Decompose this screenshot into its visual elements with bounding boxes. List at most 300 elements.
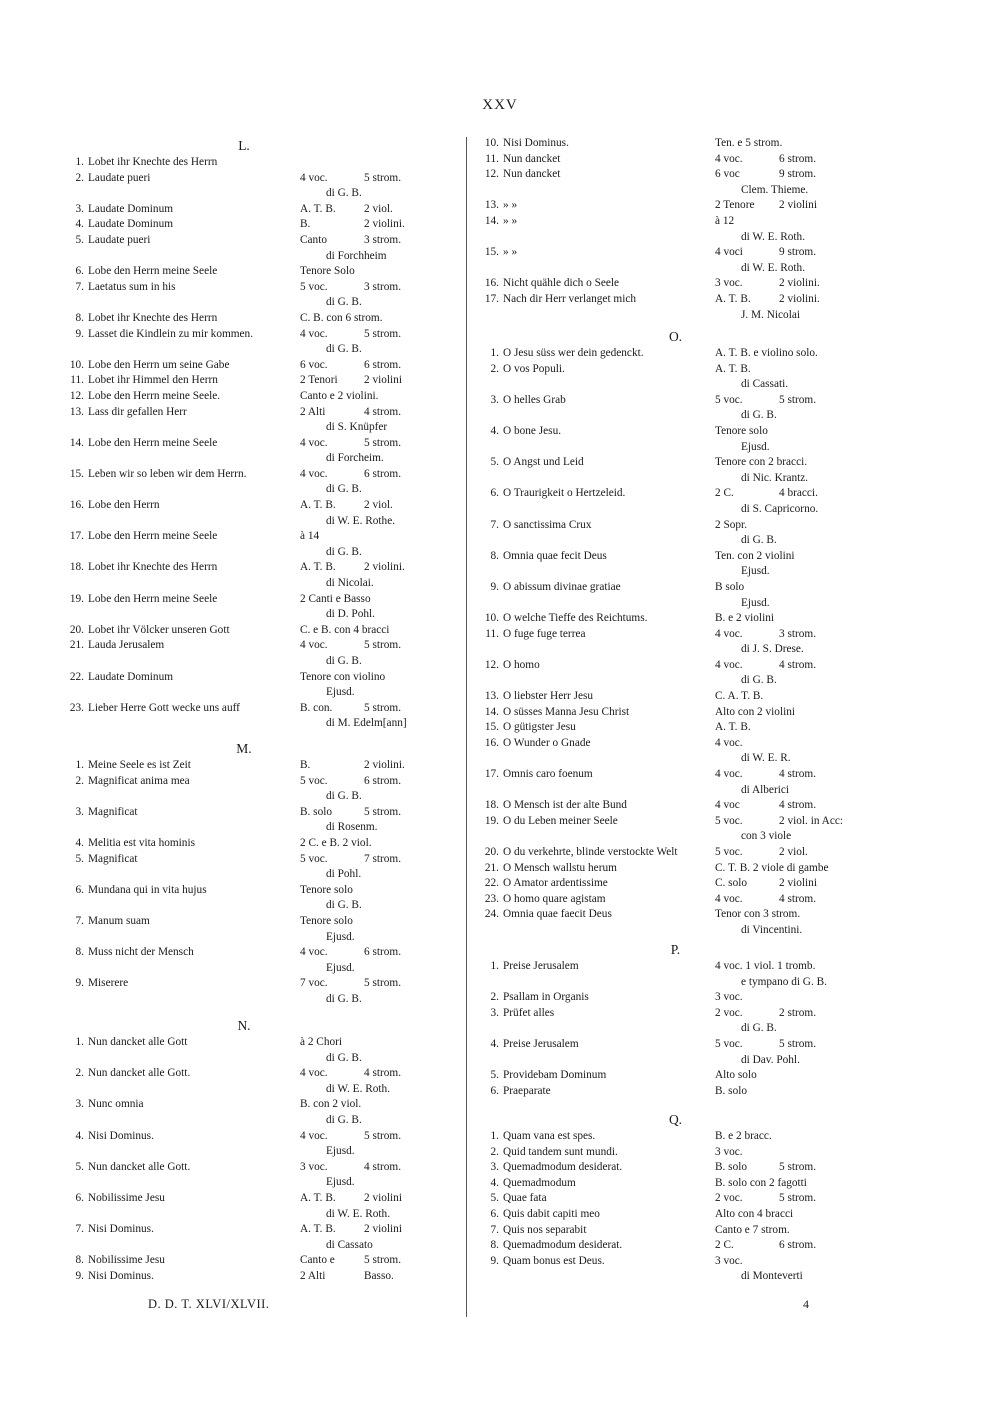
index-section [58, 138, 430, 732]
entry-number: 8. [75, 1254, 84, 1267]
entry-number: 9. [490, 1254, 499, 1267]
index-entry [473, 580, 878, 611]
entry-title: Mundana qui in vita hujus [88, 883, 207, 896]
entry-voices: Canto e [300, 1254, 335, 1267]
entry-title: Lieber Herre Gott wecke uns auff [88, 701, 240, 714]
entry-title: Preise Jerusalem [503, 960, 579, 972]
entry-scoring: 2 violini. [364, 218, 405, 231]
entry-number: 6. [75, 265, 84, 278]
index-entry [473, 814, 878, 845]
entry-number: 5. [75, 852, 84, 865]
index-entry [58, 1160, 430, 1191]
index-entry [58, 327, 430, 358]
index-entry [58, 467, 430, 498]
entry-voices: B solo [715, 580, 745, 593]
entry-title: Nun dancket [503, 152, 561, 165]
entry-voices: 7 voc. [300, 977, 328, 990]
index-entry [473, 798, 878, 814]
index-entry [58, 389, 430, 405]
entry-number: 13. [69, 405, 84, 418]
entry-number: 20. [69, 623, 84, 636]
index-entry [58, 311, 430, 327]
entry-composer: di W. E. Roth. [326, 1207, 391, 1220]
entry-title: Nach dir Herr verlanget mich [503, 292, 636, 305]
entry-number: 8. [75, 311, 84, 324]
entry-voices: à 12 [715, 214, 735, 227]
entry-number: 5. [75, 1160, 84, 1173]
entry-composer: Ejusd. [741, 596, 770, 609]
entry-number: 1. [75, 759, 84, 771]
index-entry [58, 171, 430, 202]
entry-composer: Ejusd. [326, 1176, 355, 1189]
entry-scoring: 5 strom. [364, 1254, 402, 1267]
entry-scoring: 2 violini [364, 1191, 402, 1204]
entry-number: 6. [490, 1084, 499, 1097]
entry-number: 2. [490, 991, 499, 1004]
index-entry [473, 1037, 878, 1068]
entry-voices: 4 voc. [300, 467, 328, 480]
entry-scoring: 4 strom. [364, 1067, 402, 1080]
entry-voices: Tenore con 2 bracci. [715, 456, 808, 469]
entry-composer: di Vincentini. [741, 923, 803, 936]
entry-scoring: 9 strom. [779, 168, 817, 181]
index-entry [473, 736, 878, 767]
entry-scoring: 2 violini [364, 1223, 402, 1236]
entry-number: 15. [484, 246, 499, 259]
entry-number: 6. [490, 1207, 499, 1220]
entry-composer: con 3 viole [741, 830, 792, 843]
index-entry [473, 611, 878, 627]
index-entry [473, 167, 878, 198]
index-entry [58, 914, 430, 945]
index-entry [473, 424, 878, 455]
entry-voices: 4 voc. [300, 436, 328, 449]
entry-voices: Alto con 4 bracci [715, 1207, 794, 1220]
entry-number: 6. [75, 1191, 84, 1204]
entry-composer: di Nicolai. [326, 577, 374, 590]
index-entry [58, 701, 430, 732]
entry-title: Quis nos separabit [503, 1223, 587, 1236]
entry-voices: Ten. con 2 violini [715, 549, 795, 562]
entry-scoring: 5 strom. [779, 1037, 817, 1050]
footer-signature: D. D. T. XLVI/XLVII. [148, 1297, 270, 1311]
entry-title: Laudate pueri [88, 171, 151, 184]
index-entry [58, 405, 430, 436]
entry-title: O welche Tieffe des Reichtums. [503, 612, 648, 625]
entry-voices: 2 voc. [715, 1006, 743, 1019]
entry-voices: Tenore solo [715, 424, 768, 437]
entry-composer: di M. Edelm[ann] [326, 717, 407, 730]
index-entry [473, 658, 878, 689]
entry-title: Magnificat [88, 852, 138, 865]
entry-voices: 3 voc. [715, 1254, 743, 1267]
entry-scoring: 5 strom. [779, 1161, 817, 1174]
entry-title: Lobe den Herrn meine Seele [88, 530, 218, 543]
entry-number: 17. [484, 768, 499, 781]
entry-title: Lobe den Herrn um seine Gabe [88, 358, 230, 371]
entry-composer: di G. B. [326, 790, 362, 803]
entry-title: Nisi Dominus. [503, 137, 569, 149]
entry-composer: di W. E. Roth. [741, 230, 806, 243]
index-entry [473, 861, 878, 877]
entry-voices: 4 voc. [300, 639, 328, 652]
entry-scoring: 7 strom. [364, 852, 402, 865]
entry-scoring: 6 strom. [364, 774, 402, 787]
entry-title: Omnia quae faecit Deus [503, 908, 612, 921]
entry-number: 2. [490, 1145, 499, 1158]
entry-voices: Tenore solo [300, 883, 353, 896]
entry-composer: J. M. Nicolai [741, 308, 800, 321]
entry-scoring: Basso. [364, 1269, 394, 1282]
entry-number: 9. [75, 1269, 84, 1282]
entry-title: O Mensch wallstu herum [503, 861, 617, 874]
entry-title: Lobe den Herrn [88, 499, 160, 512]
section-letter: L. [238, 138, 250, 153]
entry-composer: di G. B. [741, 674, 777, 687]
entry-title: O abissum divinae gratiae [503, 580, 621, 593]
index-entry [473, 136, 878, 152]
index-entry [473, 152, 878, 168]
entry-composer: di W. E. Rothe. [326, 514, 396, 527]
entry-number: 22. [69, 670, 84, 683]
entry-voices: B. e 2 bracc. [715, 1130, 772, 1142]
entry-number: 9. [75, 327, 84, 340]
entry-voices: 4 voc. [300, 1067, 328, 1080]
entry-number: 4. [75, 218, 84, 231]
index-section [58, 1018, 430, 1285]
entry-voices: Alto con 2 violini [715, 705, 796, 718]
footer-sheet-number: 4 [803, 1297, 809, 1311]
entry-composer: di Cassati. [741, 378, 789, 391]
entry-title: O Jesu süss wer dein gedenckt. [503, 347, 644, 359]
entry-voices: Tenore con violino [300, 670, 386, 683]
entry-number: 12. [484, 168, 499, 181]
entry-scoring: 5 strom. [364, 977, 402, 990]
entry-composer: di Cassato [326, 1238, 373, 1251]
index-entry [58, 836, 430, 852]
entry-title: Lobet ihr Knechte des Herrn [88, 561, 218, 574]
entry-number: 24. [484, 908, 499, 921]
entry-voices: C. B. con 6 strom. [300, 311, 383, 324]
entry-voices: 4 voc. [715, 627, 743, 640]
entry-number: 16. [484, 277, 499, 290]
entry-scoring: 2 violini. [364, 561, 405, 574]
entry-composer: Ejusd. [326, 961, 355, 974]
entry-voices: 2 Alti [300, 1269, 326, 1282]
entry-number: 23. [69, 701, 84, 714]
entry-composer: di Nic. Krantz. [741, 471, 809, 484]
index-entry [58, 1035, 430, 1066]
index-entry [473, 990, 878, 1006]
entry-composer: di Monteverti [741, 1270, 803, 1283]
entry-title: Quemadmodum [503, 1176, 576, 1189]
entry-scoring: 4 bracci. [779, 487, 818, 500]
entry-composer: di S. Knüpfer [326, 421, 388, 434]
entry-composer: di G. B. [326, 545, 362, 558]
entry-voices: 6 voc [715, 168, 740, 181]
entry-number: 12. [484, 658, 499, 671]
entry-scoring: 2 viol. in Acc: [779, 814, 844, 827]
index-entry [473, 245, 878, 276]
entry-number: 14. [69, 436, 84, 449]
entry-scoring: 3 strom. [779, 627, 817, 640]
index-entry [58, 1222, 430, 1253]
entry-scoring: 6 strom. [779, 152, 817, 165]
entry-title: Laudate Dominum [88, 202, 174, 215]
index-section [473, 329, 878, 939]
index-entry [58, 1066, 430, 1097]
entry-voices: C. e B. con 4 bracci [300, 623, 390, 636]
entry-title: Laetatus sum in his [88, 280, 176, 293]
entry-number: 7. [75, 280, 84, 293]
index-entry [473, 705, 878, 721]
entry-number: 5. [490, 456, 499, 469]
entry-number: 10. [484, 612, 499, 625]
index-entry [473, 892, 878, 908]
entry-voices: A. T. B. [300, 561, 336, 574]
entry-voices: A. T. B. [715, 721, 751, 734]
entry-voices: 2 Canti e Basso [300, 592, 371, 605]
entry-number: 10. [69, 358, 84, 371]
entry-voices: Tenor con 3 strom. [715, 908, 801, 921]
index-entry [58, 217, 430, 233]
entry-voices: 5 voc. [715, 1037, 743, 1050]
entry-number: 16. [484, 736, 499, 749]
entry-title: O homo quare agistam [503, 892, 606, 905]
entry-number: 23. [484, 892, 499, 905]
index-entry [58, 1129, 430, 1160]
entry-title: Lass dir gefallen Herr [88, 405, 187, 418]
entry-number: 3. [490, 1006, 499, 1019]
entry-voices: 4 voci [715, 246, 743, 259]
section-letter: N. [237, 1018, 251, 1033]
entry-voices: A. T. B. [300, 499, 336, 512]
entry-title: Preise Jerusalem [503, 1037, 579, 1050]
entry-composer: Ejusd. [326, 930, 355, 943]
entry-composer: di G. B. [741, 534, 777, 547]
entry-title: Magnificat anima mea [88, 774, 190, 787]
index-entry [473, 1207, 878, 1223]
entry-number: 21. [484, 861, 499, 874]
entry-title: Quemadmodum desiderat. [503, 1161, 623, 1174]
entry-number: 14. [484, 705, 499, 718]
entry-composer: di Dav. Pohl. [741, 1053, 800, 1066]
index-entry [473, 1006, 878, 1037]
entry-composer: di G. B. [741, 409, 777, 422]
entry-title: O fuge fuge terrea [503, 627, 586, 640]
index-entry [58, 358, 430, 374]
entry-number: 3. [75, 202, 84, 215]
entry-number: 14. [484, 214, 499, 227]
entry-composer: di Alberici [741, 783, 790, 796]
entry-number: 2. [490, 362, 499, 375]
entry-scoring: 5 strom. [364, 805, 402, 818]
entry-voices: 5 voc. [300, 774, 328, 787]
entry-voices: 5 voc. [300, 852, 328, 865]
entry-scoring: 4 strom. [779, 768, 817, 781]
index-entry [58, 1191, 430, 1222]
entry-title: Nisi Dominus. [88, 1223, 154, 1236]
index-entry [473, 845, 878, 861]
entry-title: O sanctissima Crux [503, 518, 592, 531]
entry-scoring: 2 viol. [779, 846, 808, 858]
entry-title: O vos Populi. [503, 362, 565, 375]
entry-number: 10. [484, 137, 499, 149]
entry-composer: di G. B. [326, 899, 362, 912]
entry-title: Lauda Jerusalem [88, 639, 165, 652]
index-entry [58, 373, 430, 389]
index-entry [473, 876, 878, 892]
index-entry [58, 280, 430, 311]
index-entry [58, 805, 430, 836]
entry-title: » » [503, 199, 518, 212]
index-entry [473, 1191, 878, 1207]
entry-voices: Canto e 7 strom. [715, 1223, 790, 1236]
index-section [473, 1112, 878, 1285]
entry-voices: 6 voc. [300, 358, 328, 371]
index-entry [58, 774, 430, 805]
index-entry [473, 1068, 878, 1084]
column-divider [466, 137, 467, 1317]
entry-scoring: 3 strom. [364, 233, 402, 246]
index-entry [473, 393, 878, 424]
entry-composer: di Forcheim. [326, 452, 384, 465]
entry-scoring: 4 strom. [779, 799, 817, 812]
entry-title: Praeparate [503, 1084, 551, 1097]
entry-number: 1. [75, 1036, 84, 1048]
entry-title: Melitia est vita hominis [88, 836, 195, 849]
entry-voices: 5 voc. [715, 846, 743, 858]
entry-title: » » [503, 246, 518, 259]
entry-number: 11. [485, 152, 499, 165]
entry-title: O helles Grab [503, 393, 566, 406]
entry-voices: B. [300, 218, 311, 231]
index-entry [58, 592, 430, 623]
entry-number: 2. [75, 774, 84, 787]
entry-number: 15. [484, 721, 499, 734]
entry-scoring: 2 viol. [364, 202, 393, 215]
entry-composer: Ejusd. [326, 1145, 355, 1158]
entry-number: 12. [69, 389, 84, 402]
entry-title: Omnis caro foenum [503, 768, 593, 781]
entry-voices: 5 voc. [715, 814, 743, 827]
entry-title: O homo [503, 658, 540, 671]
entry-composer: Ejusd. [741, 440, 770, 453]
index-entry [473, 1223, 878, 1239]
index-entry [58, 1253, 430, 1269]
entry-number: 11. [70, 374, 84, 387]
index-entry [58, 529, 430, 560]
entry-number: 1. [490, 960, 499, 972]
entry-title: Quam vana est spes. [503, 1130, 596, 1142]
entry-scoring: 6 strom. [364, 467, 402, 480]
entry-title: O Amator ardentissime [503, 877, 608, 890]
index-entry [473, 767, 878, 798]
index-entry [473, 1254, 878, 1285]
entry-number: 9. [490, 580, 499, 593]
entry-title: Magnificat [88, 805, 138, 818]
entry-title: O Mensch ist der alte Bund [503, 799, 627, 812]
entry-composer: di Rosenm. [326, 821, 378, 834]
entry-composer: di G. B. [326, 296, 362, 309]
entry-composer: Ejusd. [741, 565, 770, 578]
entry-voices: C. A. T. B. [715, 690, 764, 703]
entry-number: 8. [490, 549, 499, 562]
entry-voices: 4 voc. [715, 892, 743, 905]
entry-title: Lobet ihr Knechte des Herrn [88, 156, 218, 168]
entry-composer: di S. Capricorno. [741, 502, 819, 515]
entry-scoring: 6 strom. [364, 358, 402, 371]
entry-scoring: 2 violini [779, 199, 817, 212]
entry-title: O bone Jesu. [503, 424, 562, 437]
entry-number: 8. [490, 1239, 499, 1252]
index-entry [473, 1160, 878, 1176]
entry-voices: 5 voc. [300, 280, 328, 293]
entry-title: Miserere [88, 977, 129, 990]
entry-title: O Angst und Leid [503, 456, 584, 469]
entry-composer: di G. B. [326, 483, 362, 496]
section-letter: P. [670, 942, 681, 957]
entry-voices: B. solo [715, 1161, 748, 1174]
index-section [473, 136, 878, 323]
entry-voices: 5 voc. [715, 393, 743, 406]
entry-number: 18. [484, 799, 499, 812]
entry-title: O liebster Herr Jesu [503, 690, 594, 703]
index-entry [58, 233, 430, 264]
entry-composer: di G. B. [741, 1022, 777, 1035]
entry-title: Lobet ihr Himmel den Herrn [88, 374, 218, 387]
entry-title: Quae fata [503, 1192, 547, 1205]
entry-title: Nisi Dominus. [88, 1269, 154, 1282]
entry-scoring: 5 strom. [779, 1192, 817, 1205]
entry-scoring: 5 strom. [364, 1129, 402, 1142]
index-entry [58, 264, 430, 280]
index-entry [58, 623, 430, 639]
entry-number: 8. [75, 946, 84, 959]
page-number: XXV [482, 97, 518, 113]
entry-title: Laudate Dominum [88, 218, 174, 231]
entry-voices: A. T. B. [300, 1191, 336, 1204]
entry-scoring: 2 violini. [779, 292, 820, 305]
section-letter: M. [236, 741, 252, 756]
entry-voices: Ten. e 5 strom. [715, 137, 783, 149]
index-entry [58, 498, 430, 529]
entry-number: 22. [484, 877, 499, 890]
entry-title: Quemadmodum desiderat. [503, 1239, 623, 1252]
entry-voices: Tenore solo [300, 914, 353, 927]
entry-title: Muss nicht der Mensch [88, 946, 194, 959]
entry-title: Prüfet alles [503, 1006, 555, 1019]
index-entry [473, 214, 878, 245]
entry-title: O süsses Manna Jesu Christ [503, 705, 630, 718]
index-entry [473, 1145, 878, 1161]
entry-title: » » [503, 214, 518, 227]
entry-voices: B. solo [300, 805, 333, 818]
entry-number: 20. [484, 846, 499, 858]
entry-voices: 2 C. e B. 2 viol. [300, 836, 372, 849]
index-entry [473, 198, 878, 214]
entry-scoring: 5 strom. [779, 393, 817, 406]
entry-composer: di J. S. Drese. [741, 643, 804, 656]
index-entry [473, 627, 878, 658]
entry-number: 4. [75, 1129, 84, 1142]
entry-composer: di G. B. [326, 1113, 362, 1126]
index-entry [473, 1084, 878, 1100]
entry-voices: A. T. B. [715, 292, 751, 305]
entry-voices: 4 voc. [300, 1129, 328, 1142]
entry-number: 18. [69, 561, 84, 574]
entry-composer: di G. B. [326, 1051, 362, 1064]
